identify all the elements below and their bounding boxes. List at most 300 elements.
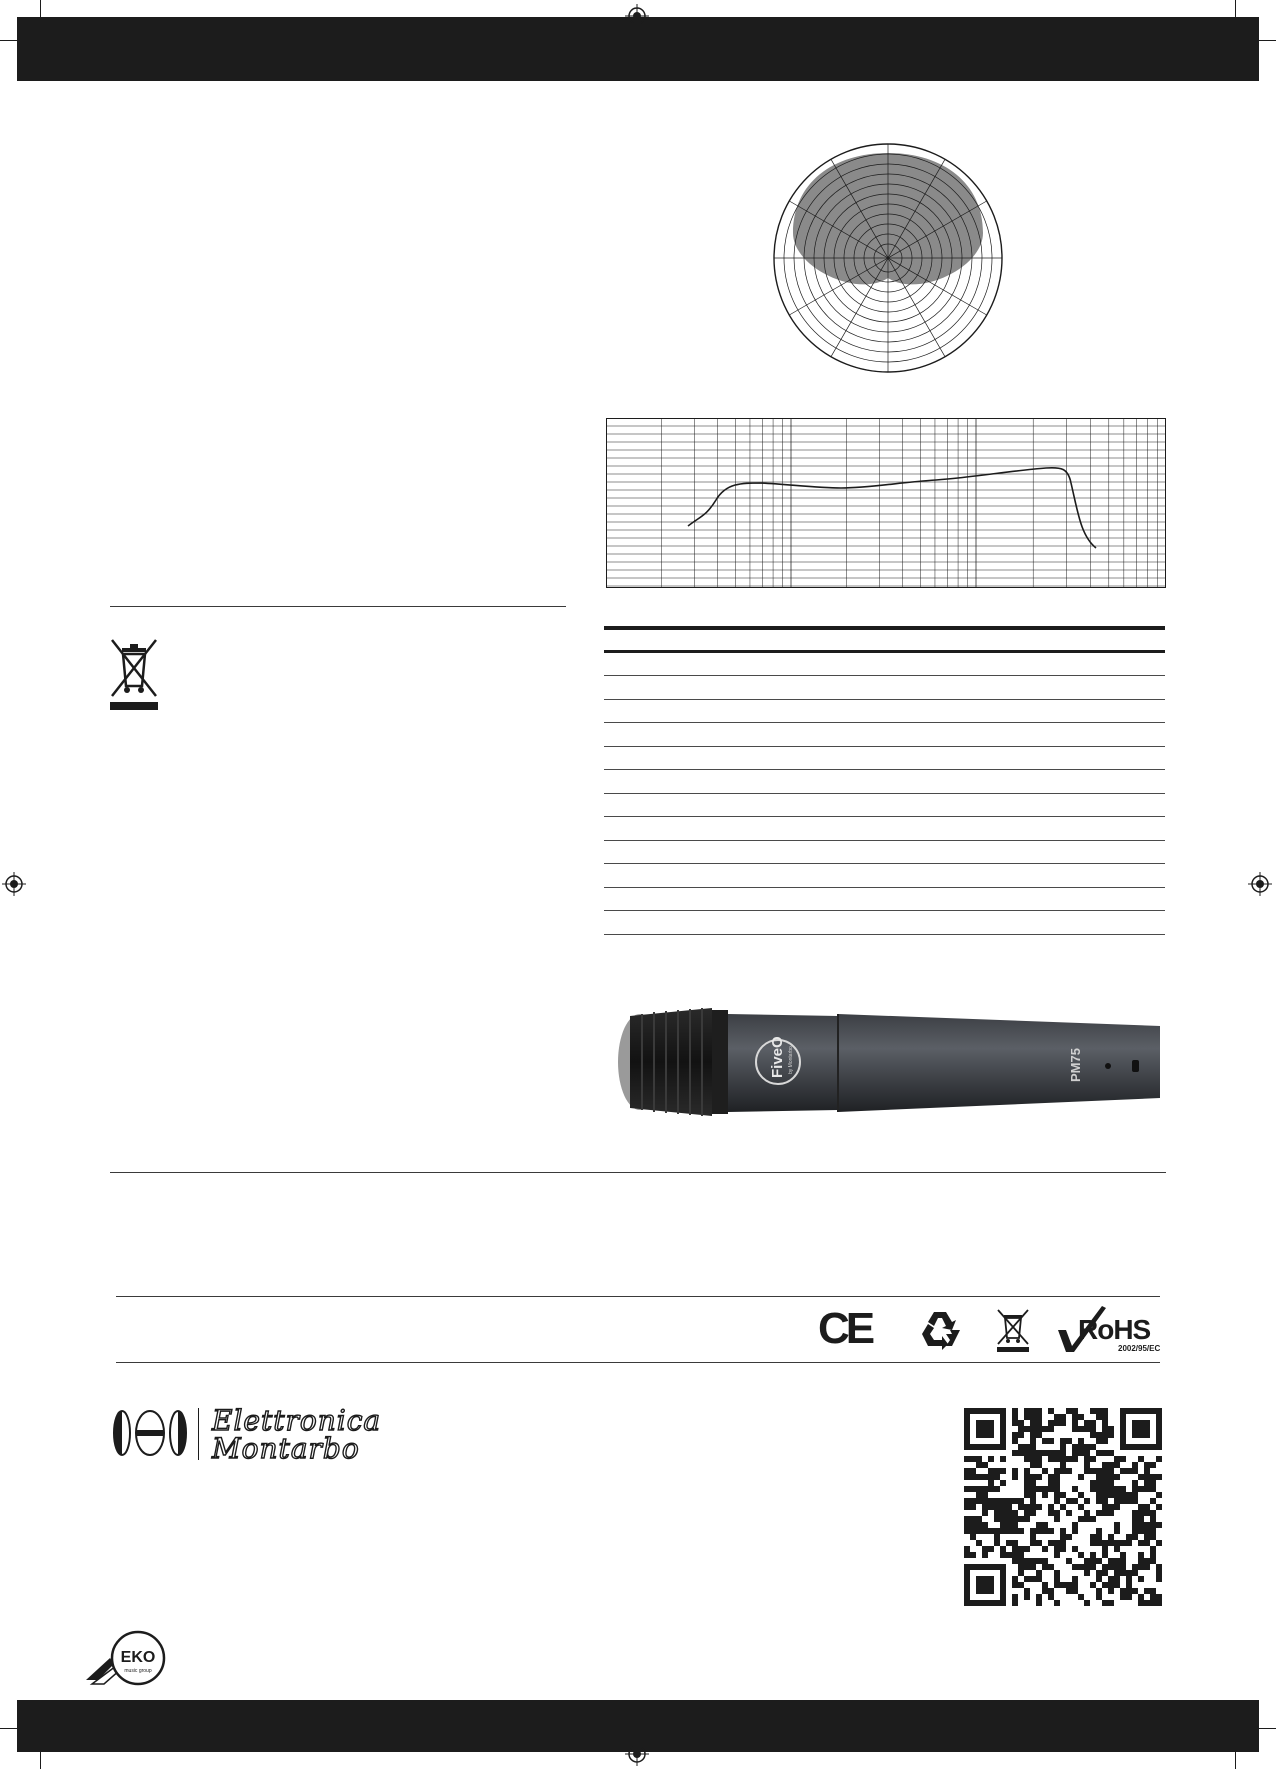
qr-module [1150,1588,1156,1594]
qr-module [970,1534,976,1540]
qr-module [1126,1498,1132,1504]
qr-module [1096,1558,1102,1564]
qr-module [964,1468,970,1474]
qr-module [964,1516,970,1522]
qr-module [1018,1426,1024,1432]
qr-module [1066,1408,1072,1414]
qr-module [1096,1486,1102,1492]
qr-module [982,1474,988,1480]
qr-module [1156,1504,1162,1510]
qr-module [994,1534,1000,1540]
spec-row [604,748,1165,770]
qr-module [1048,1510,1054,1516]
qr-module [1054,1450,1060,1456]
qr-module [1012,1522,1018,1528]
qr-module [1084,1468,1090,1474]
qr-module [1048,1450,1054,1456]
qr-module [1018,1444,1024,1450]
qr-module [1024,1492,1030,1498]
registration-mark-icon [2,872,26,896]
registration-mark-icon [1248,872,1272,896]
qr-module [1084,1426,1090,1432]
crop-mark [0,40,36,41]
qr-module [1054,1582,1060,1588]
qr-module [1042,1492,1048,1498]
qr-module [988,1528,994,1534]
qr-module [1144,1480,1150,1486]
qr-module [994,1516,1000,1522]
spec-row-rule [604,863,1165,864]
section-divider [110,606,566,607]
spec-row [604,842,1165,864]
qr-module [1120,1570,1126,1576]
microphone-image [612,998,1172,1126]
qr-module [1012,1414,1018,1420]
qr-module [988,1486,994,1492]
qr-module [1096,1450,1102,1456]
qr-module [1030,1408,1036,1414]
qr-module [1006,1504,1012,1510]
qr-module [994,1510,1000,1516]
qr-module [1132,1492,1138,1498]
qr-module [1036,1426,1042,1432]
qr-module [1138,1600,1144,1606]
qr-module [1102,1570,1108,1576]
qr-module [1144,1486,1150,1492]
qr-module [1066,1498,1072,1504]
qr-module [1108,1474,1114,1480]
qr-module [1036,1576,1042,1582]
qr-module [1024,1576,1030,1582]
qr-module [1012,1558,1018,1564]
qr-module [1096,1540,1102,1546]
qr-module [1048,1504,1054,1510]
qr-module [1054,1576,1060,1582]
qr-module [1030,1450,1036,1456]
qr-module [1090,1534,1096,1540]
qr-module [1108,1492,1114,1498]
qr-module [1030,1432,1036,1438]
qr-module [1054,1540,1060,1546]
qr-module [1042,1558,1048,1564]
qr-module [1030,1564,1036,1570]
qr-module [1084,1600,1090,1606]
qr-module [1102,1540,1108,1546]
qr-module [964,1522,970,1528]
qr-module [1030,1456,1036,1462]
qr-module [1090,1468,1096,1474]
qr-module [1054,1570,1060,1576]
qr-module [1156,1522,1162,1528]
mic-brand-sub: by Montarbo [788,1046,794,1074]
qr-module [1048,1420,1054,1426]
mic-model-label: PM75 [1068,1048,1083,1082]
qr-module [1042,1468,1048,1474]
qr-module [1048,1474,1054,1480]
qr-module [1060,1534,1066,1540]
qr-module [1024,1480,1030,1486]
qr-module [1048,1588,1054,1594]
qr-module [1114,1576,1120,1582]
crop-mark [40,0,41,30]
qr-module [1138,1516,1144,1522]
qr-module [1114,1546,1120,1552]
qr-module [1000,1456,1006,1462]
spec-row-rule [604,746,1165,747]
qr-module [1108,1564,1114,1570]
spec-row [604,725,1165,747]
qr-module [1036,1420,1042,1426]
qr-module [994,1498,1000,1504]
qr-module [1012,1516,1018,1522]
qr-module [1012,1576,1018,1582]
qr-module [1030,1504,1036,1510]
qr-module [970,1522,976,1528]
qr-module [1030,1510,1036,1516]
eko-subtext: music group [124,1668,152,1674]
brand-name-line1: Elettronica [212,1404,382,1437]
qr-module [1024,1510,1030,1516]
qr-module [1018,1528,1024,1534]
qr-module [1108,1468,1114,1474]
qr-module [1036,1540,1042,1546]
qr-module [1150,1516,1156,1522]
qr-module [1144,1510,1150,1516]
qr-module [1054,1510,1060,1516]
qr-module [1072,1582,1078,1588]
qr-module [976,1462,982,1468]
qr-module [1024,1426,1030,1432]
qr-module [1126,1582,1132,1588]
qr-module [982,1552,988,1558]
qr-module [994,1504,1000,1510]
spec-row [604,795,1165,817]
qr-module [982,1492,988,1498]
qr-module [1018,1546,1024,1552]
qr-module [1060,1504,1066,1510]
qr-module [1096,1414,1102,1420]
qr-module [964,1456,970,1462]
qr-module [964,1504,970,1510]
qr-module [1048,1426,1054,1432]
qr-module [982,1510,988,1516]
qr-module [1000,1552,1006,1558]
qr-finder [976,1420,994,1438]
spec-row [604,654,1165,676]
mic-brand-logo: FiveO [769,1036,786,1078]
qr-module [1000,1516,1006,1522]
qr-module [1156,1600,1162,1606]
qr-module [1138,1540,1144,1546]
qr-module [1144,1474,1150,1480]
eko-text: EKO [120,1649,156,1666]
qr-module [1054,1480,1060,1486]
qr-module [1036,1462,1042,1468]
qr-module [1036,1432,1042,1438]
qr-module [1144,1522,1150,1528]
qr-module [1018,1498,1024,1504]
qr-module [1042,1588,1048,1594]
qr-module [1138,1528,1144,1534]
qr-module [1042,1486,1048,1492]
qr-module [970,1528,976,1534]
qr-module [1084,1498,1090,1504]
qr-module [1096,1438,1102,1444]
qr-module [1102,1450,1108,1456]
qr-module [1126,1594,1132,1600]
qr-module [1030,1486,1036,1492]
qr-code[interactable] [964,1408,1162,1606]
qr-module [1072,1426,1078,1432]
qr-module [1150,1528,1156,1534]
qr-module [1108,1480,1114,1486]
qr-module [1138,1594,1144,1600]
qr-module [1042,1582,1048,1588]
qr-module [1066,1438,1072,1444]
polar-pattern-diagram [770,140,1006,376]
qr-module [1060,1420,1066,1426]
qr-module [1036,1570,1042,1576]
qr-module [1150,1552,1156,1558]
qr-module [988,1546,994,1552]
qr-module [1024,1408,1030,1414]
spec-row [604,889,1165,911]
qr-module [964,1474,970,1480]
qr-module [1054,1546,1060,1552]
qr-module [1054,1456,1060,1462]
qr-module [1144,1600,1150,1606]
qr-module [1030,1480,1036,1486]
qr-module [1024,1558,1030,1564]
qr-module [1132,1570,1138,1576]
qr-module [1030,1426,1036,1432]
qr-module [1048,1480,1054,1486]
qr-module [1036,1486,1042,1492]
qr-module [976,1474,982,1480]
qr-module [1006,1510,1012,1516]
qr-module [1042,1522,1048,1528]
qr-module [1108,1450,1114,1456]
qr-module [970,1468,976,1474]
qr-module [1126,1540,1132,1546]
qr-module [1138,1558,1144,1564]
qr-module [1030,1414,1036,1420]
qr-module [1096,1510,1102,1516]
qr-module [1030,1420,1036,1426]
qr-module [1150,1510,1156,1516]
qr-module [976,1528,982,1534]
qr-module [1006,1552,1012,1558]
qr-module [1078,1474,1084,1480]
qr-module [1108,1534,1114,1540]
qr-module [976,1492,982,1498]
qr-module [1144,1588,1150,1594]
qr-module [1090,1480,1096,1486]
qr-module [1096,1408,1102,1414]
qr-module [964,1552,970,1558]
qr-module [976,1486,982,1492]
qr-module [1120,1456,1126,1462]
qr-module [1024,1444,1030,1450]
qr-module [1138,1522,1144,1528]
qr-module [970,1516,976,1522]
qr-module [1156,1564,1162,1570]
spec-table-top-rule [604,626,1165,630]
qr-module [1024,1414,1030,1420]
qr-module [1048,1564,1054,1570]
qr-module [1072,1498,1078,1504]
qr-module [1102,1438,1108,1444]
qr-finder [976,1576,994,1594]
qr-module [1030,1528,1036,1534]
ce-mark-icon: CE [818,1304,872,1353]
qr-module [1012,1474,1018,1480]
qr-module [1018,1564,1024,1570]
qr-module [1078,1564,1084,1570]
qr-module [1078,1552,1084,1558]
qr-module [1156,1594,1162,1600]
qr-module [1144,1534,1150,1540]
qr-module [1036,1594,1042,1600]
qr-module [1054,1474,1060,1480]
qr-module [1066,1588,1072,1594]
qr-module [1054,1516,1060,1522]
qr-module [994,1474,1000,1480]
qr-module [1108,1462,1114,1468]
qr-module [1150,1462,1156,1468]
qr-module [1084,1420,1090,1426]
spec-row-rule [604,934,1165,935]
qr-module [1012,1450,1018,1456]
qr-module [1108,1540,1114,1546]
qr-module [1096,1534,1102,1540]
qr-module [994,1540,1000,1546]
brand-name-line2: Montarbo [212,1432,360,1465]
crop-mark [1240,40,1276,41]
qr-module [1102,1564,1108,1570]
qr-module [1090,1564,1096,1570]
qr-module [1138,1474,1144,1480]
qr-module [1060,1528,1066,1534]
qr-module [1096,1432,1102,1438]
qr-module [1072,1588,1078,1594]
qr-module [1120,1552,1126,1558]
qr-module [1120,1468,1126,1474]
qr-module [1102,1492,1108,1498]
qr-module [1012,1420,1018,1426]
qr-module [1132,1528,1138,1534]
qr-module [1150,1498,1156,1504]
qr-module [1132,1480,1138,1486]
qr-module [1096,1594,1102,1600]
qr-module [1012,1600,1018,1606]
qr-module [1102,1504,1108,1510]
qr-module [1090,1582,1096,1588]
qr-module [1114,1492,1120,1498]
qr-module [1018,1432,1024,1438]
qr-module [988,1456,994,1462]
qr-module [1030,1540,1036,1546]
qr-module [1012,1540,1018,1546]
qr-module [1102,1420,1108,1426]
qr-module [994,1468,1000,1474]
qr-module [1102,1582,1108,1588]
qr-module [1060,1546,1066,1552]
qr-module [1090,1408,1096,1414]
spec-row-rule [604,816,1165,817]
qr-module [1150,1534,1156,1540]
qr-module [964,1546,970,1552]
qr-module [1042,1438,1048,1444]
qr-module [1144,1540,1150,1546]
brand-divider [198,1408,199,1460]
qr-module [1060,1468,1066,1474]
crop-mark [1235,1740,1236,1769]
qr-module [1090,1432,1096,1438]
qr-module [1102,1480,1108,1486]
qr-module [1024,1456,1030,1462]
qr-module [1084,1516,1090,1522]
qr-module [1132,1522,1138,1528]
qr-module [1030,1558,1036,1564]
qr-module [1036,1408,1042,1414]
qr-module [1030,1576,1036,1582]
cert-strip-bottom-rule [116,1362,1160,1363]
crop-mark [40,1740,41,1769]
qr-module [1018,1504,1024,1510]
montarbo-emblem-icon [112,1408,188,1458]
qr-module [1108,1588,1114,1594]
qr-module [1054,1498,1060,1504]
qr-module [1078,1438,1084,1444]
qr-module [1120,1540,1126,1546]
qr-module [1132,1486,1138,1492]
qr-module [1132,1462,1138,1468]
spec-row [604,819,1165,841]
eko-music-group-logo [84,1630,174,1686]
weee-small-icon [996,1306,1030,1352]
qr-module [1102,1408,1108,1414]
qr-module [976,1498,982,1504]
qr-module [1138,1510,1144,1516]
qr-module [982,1486,988,1492]
qr-module [1126,1534,1132,1540]
qr-module [1060,1582,1066,1588]
qr-module [1000,1498,1006,1504]
qr-module [1036,1456,1042,1462]
qr-module [1072,1528,1078,1534]
qr-module [1090,1420,1096,1426]
qr-module [1036,1474,1042,1480]
qr-module [1132,1516,1138,1522]
qr-module [982,1522,988,1528]
qr-module [1006,1528,1012,1534]
qr-module [1054,1420,1060,1426]
qr-module [1102,1546,1108,1552]
qr-module [1132,1498,1138,1504]
qr-module [1150,1546,1156,1552]
qr-module [1060,1438,1066,1444]
qr-module [1012,1546,1018,1552]
qr-finder [1132,1420,1150,1438]
qr-module [1120,1486,1126,1492]
qr-module [1036,1414,1042,1420]
qr-module [1024,1450,1030,1456]
qr-module [1090,1552,1096,1558]
qr-module [1030,1492,1036,1498]
qr-module [1036,1450,1042,1456]
qr-module [994,1486,1000,1492]
